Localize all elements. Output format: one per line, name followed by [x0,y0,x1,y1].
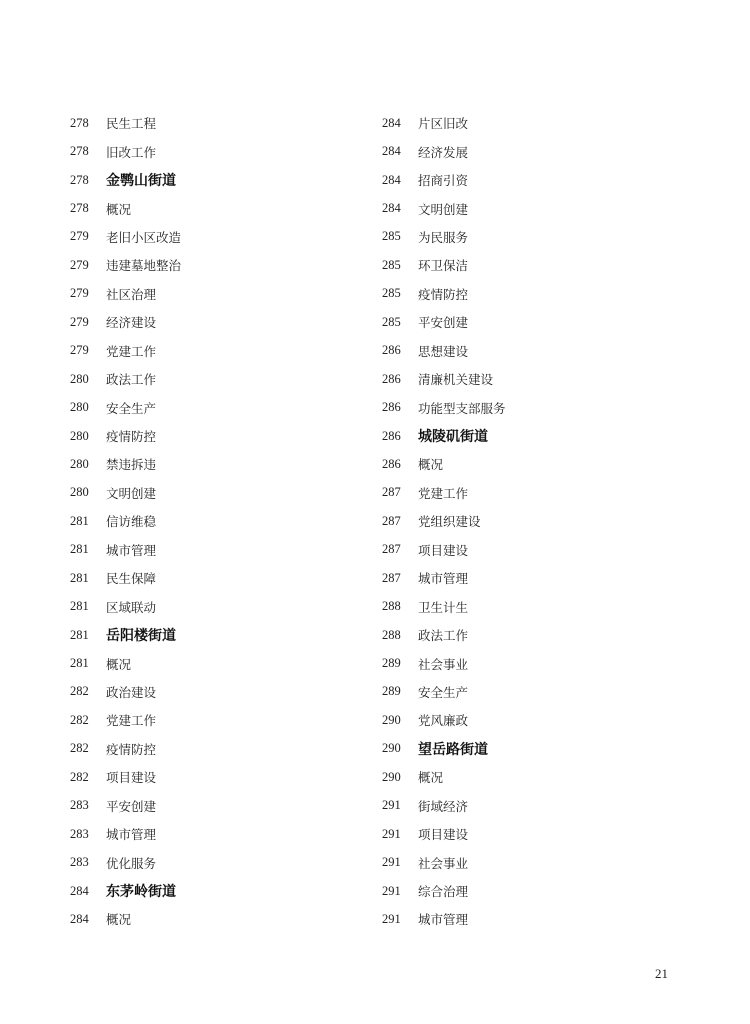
toc-page-number: 287 [382,542,401,557]
toc-page-number: 287 [382,485,401,500]
toc-page-number: 286 [382,456,401,471]
toc-entry-title: 项目建设 [418,827,469,843]
toc-entry-title: 党建工作 [106,343,157,359]
toc-entry [70,251,370,279]
toc-entry [70,223,370,251]
toc-entry [382,137,682,165]
toc-entry-title: 经济发展 [418,144,469,160]
toc-entry-title: 党建工作 [418,485,469,501]
toc-entry-title: 平安创建 [418,315,469,331]
toc-page-number: 278 [70,172,89,187]
toc-entry [382,848,682,876]
toc-entry-title: 疫情防控 [106,741,157,757]
toc-entry [70,905,370,933]
toc-page-number: 281 [70,656,89,671]
toc-entry-title: 经济建设 [106,315,157,331]
toc-page-number: 290 [382,741,401,756]
toc-page-number: 285 [382,257,401,272]
toc-section-title: 东茅岭街道 [106,884,176,901]
toc-entry [70,820,370,848]
toc-entry-title: 违建墓地整治 [106,258,182,274]
toc-entry [382,592,682,620]
toc-entry-title: 街域经济 [418,798,469,814]
toc-page-number: 289 [382,684,401,699]
toc-entry [382,251,682,279]
toc-page-number: 287 [382,570,401,585]
toc-page-number: 278 [70,201,89,216]
toc-entry-title: 信访维稳 [106,514,157,530]
toc-right-column [382,109,682,934]
toc-page-number: 284 [70,911,89,926]
toc-entry [70,137,370,165]
toc-page-number: 281 [70,627,89,642]
toc-page-number: 290 [382,712,401,727]
toc-page-number: 286 [382,428,401,443]
toc-page-number: 278 [70,115,89,130]
toc-entry-title: 政治建设 [106,684,157,700]
page-number: 21 [655,966,668,981]
toc-entry-title: 党风廉政 [418,713,469,729]
toc-page-number: 282 [70,769,89,784]
toc-entry-title: 禁违拆违 [106,457,157,473]
toc-entry-title: 疫情防控 [106,429,157,445]
toc-page-number: 285 [382,229,401,244]
toc-entry [382,905,682,933]
toc-page-number: 280 [70,371,89,386]
toc-page-number: 280 [70,456,89,471]
toc-page-number: 291 [382,826,401,841]
toc-entry [382,792,682,820]
toc-page-number: 289 [382,656,401,671]
toc-section-title: 金鹗山街道 [106,173,176,190]
toc-entry-title: 疫情防控 [418,286,469,302]
toc-entry [382,223,682,251]
toc-section-heading [70,877,370,905]
toc-entry [382,450,682,478]
toc-entry-title: 区域联动 [106,599,157,615]
toc-entry [382,280,682,308]
toc-page-number: 291 [382,855,401,870]
toc-page-number: 286 [382,343,401,358]
toc-page-number: 281 [70,599,89,614]
toc-entry [382,365,682,393]
toc-page-number: 284 [382,115,401,130]
toc-entry [70,507,370,535]
toc-entry [382,479,682,507]
toc-page-number: 286 [382,400,401,415]
toc-entry [382,166,682,194]
toc-entry [70,393,370,421]
toc-entry [70,763,370,791]
toc-page-number: 287 [382,513,401,528]
toc-left-column [70,109,370,934]
toc-entry [70,308,370,336]
toc-entry-title: 综合治理 [418,884,469,900]
toc-section-title: 岳阳楼街道 [106,628,176,645]
toc-entry-title: 招商引资 [418,173,469,189]
toc-entry-title: 党建工作 [106,713,157,729]
toc-entry-title: 为民服务 [418,229,469,245]
toc-page-number: 283 [70,855,89,870]
toc-page-number: 284 [382,201,401,216]
toc-page-number: 279 [70,257,89,272]
toc-entry-title: 旧改工作 [106,144,157,160]
toc-entry [382,649,682,677]
toc-entry-title: 概况 [106,201,132,217]
toc-entry-title: 概况 [106,656,132,672]
toc-entry-title: 项目建设 [106,770,157,786]
toc-entry [382,706,682,734]
toc-page-number: 281 [70,542,89,557]
toc-entry [70,337,370,365]
toc-page-number: 283 [70,798,89,813]
toc-entry [382,194,682,222]
toc-entry [70,109,370,137]
toc-entry [382,621,682,649]
toc-entry [70,280,370,308]
toc-page-number: 284 [70,883,89,898]
toc-entry [382,109,682,137]
toc-entry-title: 环卫保洁 [418,258,469,274]
toc-page-number: 283 [70,826,89,841]
toc-entry [70,649,370,677]
toc-entry [382,337,682,365]
toc-entry [70,365,370,393]
toc-entry-title: 城市管理 [106,542,157,558]
toc-page-number: 278 [70,144,89,159]
toc-section-title: 望岳路街道 [418,741,488,758]
toc-page-number: 281 [70,513,89,528]
toc-entry [70,194,370,222]
toc-page-number: 290 [382,769,401,784]
toc-entry [70,678,370,706]
toc-entry-title: 城市管理 [418,571,469,587]
toc-entry [70,848,370,876]
toc-entry [382,763,682,791]
toc-entry-title: 平安创建 [106,798,157,814]
toc-entry-title: 政法工作 [418,628,469,644]
toc-page-number: 282 [70,684,89,699]
toc-page-number: 279 [70,343,89,358]
toc-page-number: 279 [70,314,89,329]
toc-page-number: 282 [70,741,89,756]
toc-entry [382,536,682,564]
toc-entry-title: 社区治理 [106,286,157,302]
toc-page-number: 288 [382,627,401,642]
toc-page-number: 284 [382,172,401,187]
toc-entry [382,564,682,592]
toc-page-number: 286 [382,371,401,386]
toc-entry-title: 社会事业 [418,656,469,672]
toc-page-number: 279 [70,229,89,244]
toc-entry-title: 城市管理 [106,827,157,843]
toc-entry-title: 党组织建设 [418,514,481,530]
toc-entry [70,706,370,734]
toc-section-heading [70,621,370,649]
toc-entry [70,479,370,507]
toc-page-number: 288 [382,599,401,614]
toc-page-number: 281 [70,570,89,585]
toc-entry-title: 社会事业 [418,855,469,871]
toc-entry [382,507,682,535]
toc-page-number: 279 [70,286,89,301]
toc-page-number: 285 [382,314,401,329]
toc-entry [382,393,682,421]
toc-page-number: 291 [382,883,401,898]
toc-entry [70,735,370,763]
toc-entry [70,592,370,620]
toc-entry [70,422,370,450]
toc-entry [70,792,370,820]
toc-entry-title: 功能型支部服务 [418,400,506,416]
toc-entry-title: 卫生计生 [418,599,469,615]
toc-entry-title: 清廉机关建设 [418,372,494,388]
toc-entry-title: 项目建设 [418,542,469,558]
toc-entry-title: 政法工作 [106,372,157,388]
toc-entry [70,536,370,564]
toc-entry-title: 安全生产 [418,684,469,700]
toc-entry-title: 片区旧改 [418,116,469,132]
toc-entry-title: 民生工程 [106,116,157,132]
toc-entry-title: 老旧小区改造 [106,229,182,245]
toc-page-number: 280 [70,485,89,500]
toc-entry [382,877,682,905]
toc-section-title: 城陵矶街道 [418,429,488,446]
toc-entry [70,564,370,592]
toc-section-heading [70,166,370,194]
toc-entry-title: 安全生产 [106,400,157,416]
toc-entry-title: 文明创建 [106,485,157,501]
toc-page-number: 282 [70,712,89,727]
toc-entry-title: 民生保障 [106,571,157,587]
toc-entry [382,678,682,706]
toc-entry-title: 概况 [106,912,132,928]
toc-page-number: 291 [382,798,401,813]
toc-entry-title: 城市管理 [418,912,469,928]
toc-section-heading [382,422,682,450]
toc-entry-title: 概况 [418,770,444,786]
toc-entry-title: 优化服务 [106,855,157,871]
toc-page-number: 280 [70,428,89,443]
toc-entry-title: 概况 [418,457,444,473]
toc-page-number: 284 [382,144,401,159]
toc-entry-title: 文明创建 [418,201,469,217]
toc-entry [70,450,370,478]
toc-entry [382,820,682,848]
toc-entry [382,308,682,336]
toc-page-number: 280 [70,400,89,415]
toc-entry-title: 思想建设 [418,343,469,359]
toc-page-number: 291 [382,911,401,926]
toc-section-heading [382,735,682,763]
toc-page-number: 285 [382,286,401,301]
